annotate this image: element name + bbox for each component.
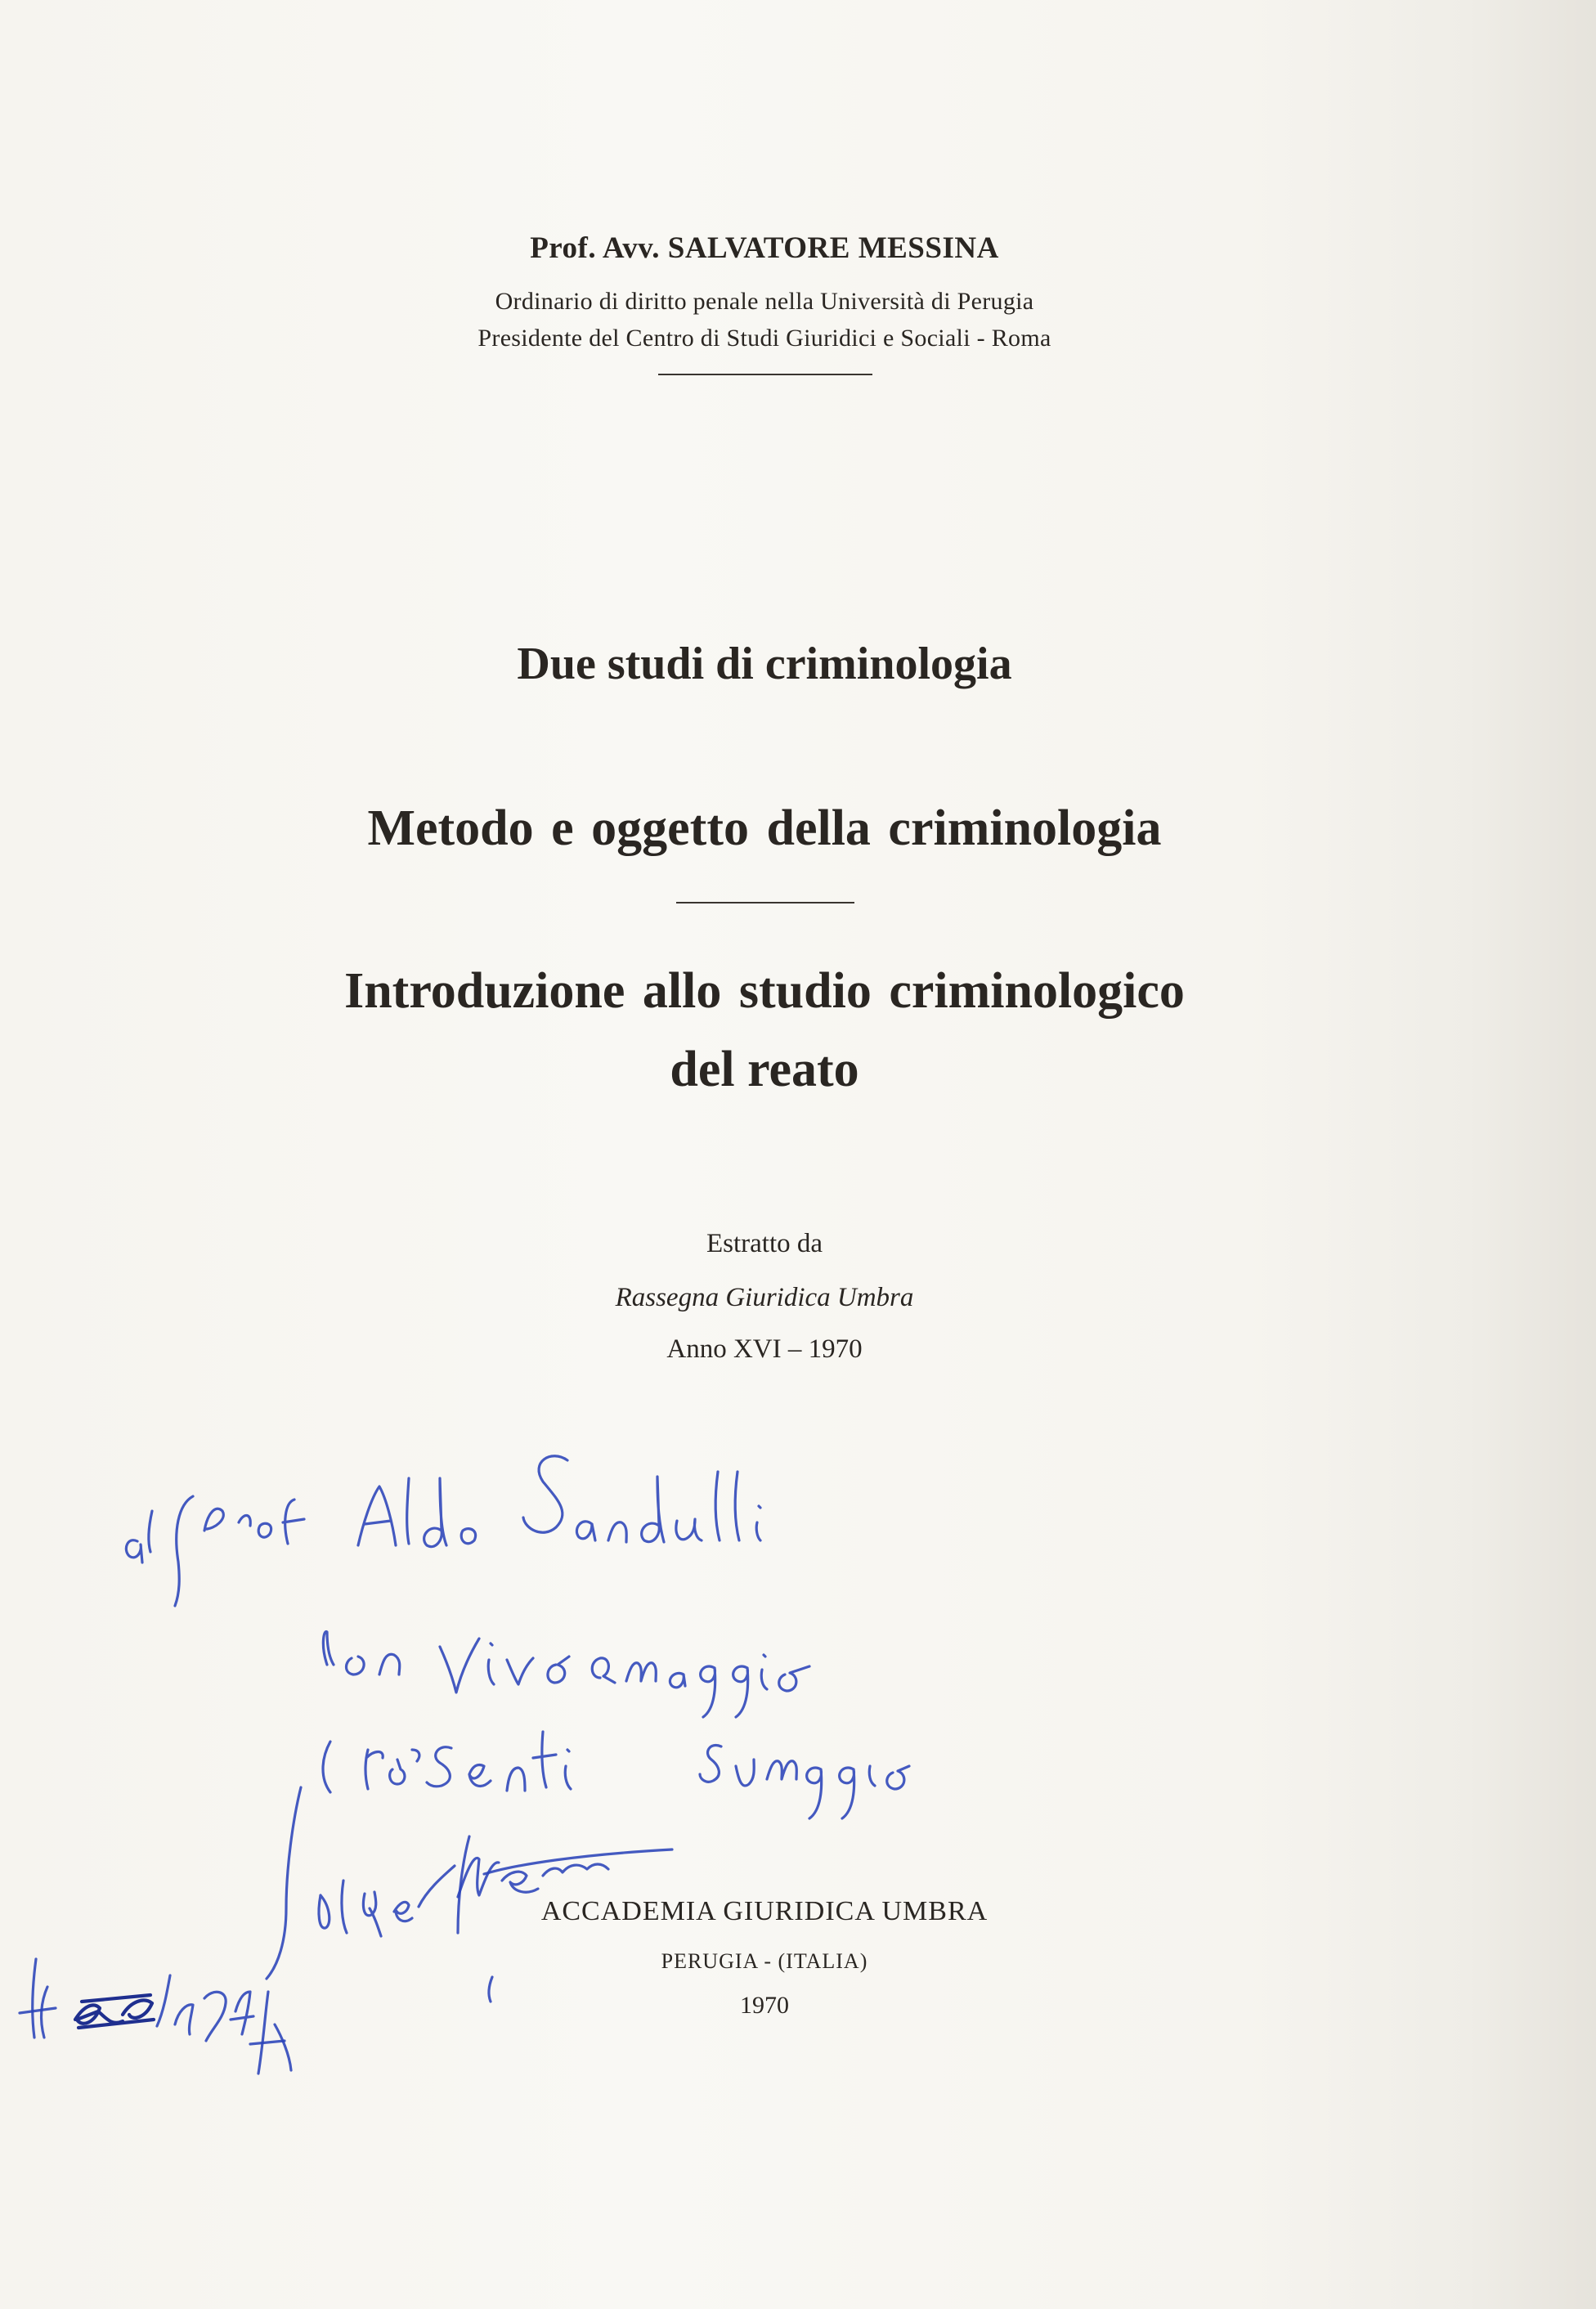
author-affiliation-line: Ordinario di diritto penale nella Università di Perugia xyxy=(495,288,1034,315)
journal-name: Rassegna Giuridica Umbra xyxy=(615,1283,914,1312)
study-title-2: Introduzione allo studio criminologico xyxy=(344,963,1185,1019)
handwritten-date xyxy=(20,1959,291,2074)
study-title-1: Metodo e oggetto della criminologia xyxy=(367,800,1162,856)
dedication-line-1 xyxy=(126,1456,760,1606)
journal-volume: Anno XVI – 1970 xyxy=(666,1334,863,1364)
dedication-line-3 xyxy=(323,1732,571,1792)
publisher-name: ACCADEMIA GIURIDICA UMBRA xyxy=(540,1896,989,1926)
dedication-line-2 xyxy=(323,1631,809,1717)
study-title-2-continuation: del reato xyxy=(670,1042,859,1097)
signature xyxy=(267,1787,672,2002)
dedication-line-3-continued xyxy=(700,1746,909,1818)
publisher-place: PERUGIA - (ITALIA) xyxy=(661,1949,868,1973)
author-affiliation-line: Presidente del Centro di Studi Giuridici e Sociali - Roma xyxy=(477,325,1051,352)
extract-label: Estratto da xyxy=(706,1229,823,1258)
collection-title: Due studi di criminologia xyxy=(517,639,1012,689)
author-name: Prof. Avv. SALVATORE MESSINA xyxy=(530,231,999,265)
publication-year: 1970 xyxy=(740,1992,789,2019)
